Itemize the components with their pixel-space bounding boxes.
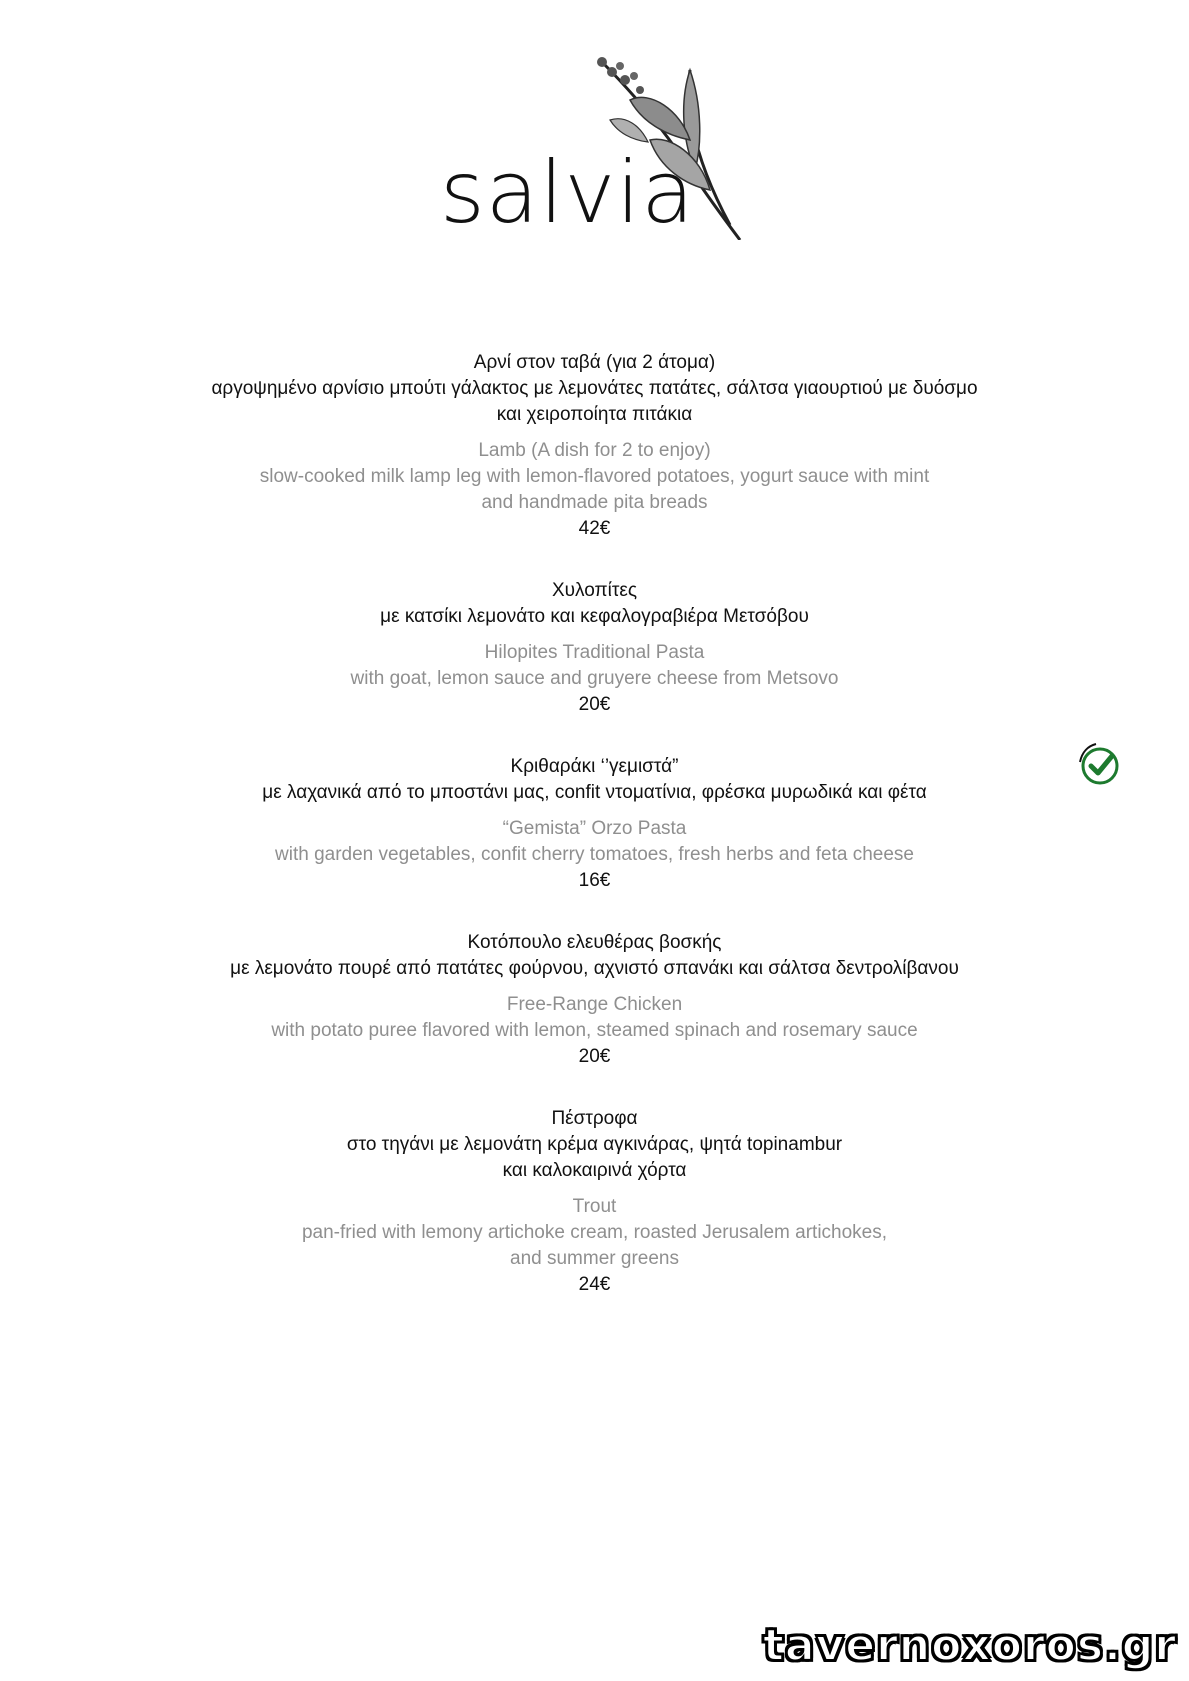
dish-description-greek: με λαχανικά από το μποστάνι μας, confit ντοματίνια, φρέσκα μυρωδικά και φέτα	[262, 782, 927, 803]
dish-description-english: with goat, lemon sauce and gruyere cheese from Metsovo	[350, 668, 839, 689]
dish-title-english: Trout	[572, 1196, 617, 1217]
dish-description-greek: με κατσίκι λεμονάτο και κεφαλογραβιέρα Μετσόβου	[380, 606, 809, 627]
brand-logo	[440, 50, 760, 250]
dish-price: 24€	[578, 1274, 611, 1295]
menu-list	[0, 350, 1189, 1334]
dish-title-greek: Κριθαράκι ‘’γεμιστά”	[510, 756, 679, 777]
dish-description-greek: στο τηγάνι με λεμονάτη κρέμα αγκινάρας, ψητά topinambur	[346, 1134, 843, 1155]
vegetarian-badge-icon	[1074, 740, 1122, 788]
dish-price: 20€	[578, 1046, 611, 1067]
dish-price: 16€	[578, 870, 611, 891]
dish-description-greek: και καλοκαιρινά χόρτα	[502, 1160, 687, 1181]
dish-price: 42€	[578, 518, 611, 539]
menu-item	[0, 1106, 1189, 1298]
dish-price: 20€	[578, 694, 611, 715]
dish-description-english: with potato puree flavored with lemon, steamed spinach and rosemary sauce	[271, 1020, 918, 1041]
dish-title-english: Lamb (A dish for 2 to enjoy)	[478, 440, 711, 461]
watermark: tavernoxoros.gr	[762, 1620, 1177, 1671]
dish-title-english: Free-Range Chicken	[506, 994, 683, 1015]
dish-title-greek: Κοτόπουλο ελευθέρας βοσκής	[467, 932, 722, 953]
dish-title-greek: Πέστροφα	[551, 1108, 638, 1129]
dish-description-greek: αργοψημένο αρνίσιο μπούτι γάλακτος με λεμονάτες πατάτες, σάλτσα γιαουρτιού με δυόσμο	[211, 378, 978, 399]
brand-name: salvia	[440, 143, 695, 243]
dish-title-english: “Gemista” Orzo Pasta	[502, 818, 687, 839]
dish-description-english: with garden vegetables, confit cherry tomatoes, fresh herbs and feta cheese	[275, 844, 914, 865]
menu-item	[0, 350, 1189, 542]
menu-item	[0, 578, 1189, 718]
dish-description-english: pan-fried with lemony artichoke cream, roasted Jerusalem artichokes,	[301, 1222, 888, 1243]
dish-description-greek: με λεμονάτο πουρέ από πατάτες φούρνου, αχνιστό σπανάκι και σάλτσα δεντρολίβανου	[230, 958, 959, 979]
dish-title-english: Hilopites Traditional Pasta	[484, 642, 705, 663]
dish-description-english: slow-cooked milk lamp leg with lemon-flavored potatoes, yogurt sauce with mint	[259, 466, 930, 487]
dish-description-english: and handmade pita breads	[481, 492, 708, 513]
dish-title-greek: Αρνί στον ταβά (για 2 άτομα)	[473, 352, 716, 373]
menu-item	[0, 930, 1189, 1070]
dish-description-english: and summer greens	[510, 1248, 679, 1269]
menu-item	[0, 754, 1189, 894]
dish-description-greek: και χειροποίητα πιτάκια	[496, 404, 693, 425]
dish-title-greek: Χυλοπίτες	[551, 580, 638, 601]
